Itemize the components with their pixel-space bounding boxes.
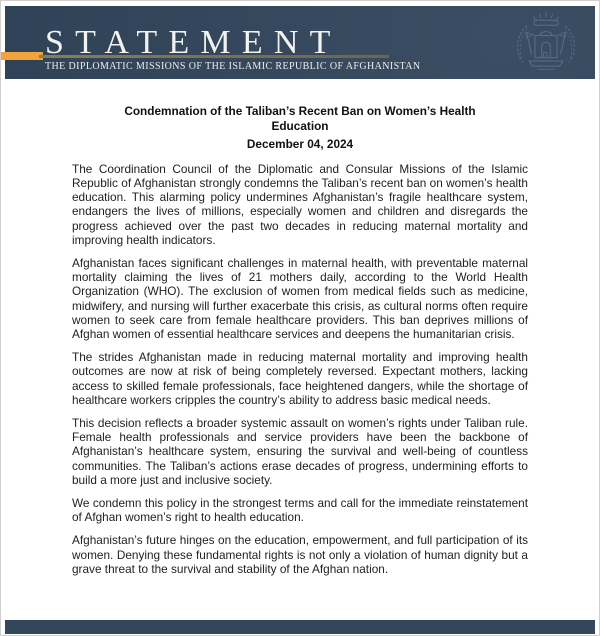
date-label: December 04, 2024 [246, 137, 354, 152]
banner [5, 6, 595, 79]
accent-bar [1, 52, 43, 60]
statement-paragraph: The strides Afghanistan made in reducing maternal mortality and improving health outcomes are now at risk of being completely reversed. Expectant mothers, lacking access to skilled female professionals, face heightened dangers, while the shortage of healthcare workers cripples the country’s ability to address basic medical needs. [72, 350, 528, 407]
statement-paragraph: This decision reflects a broader systemic assault on women’s rights under Taliban rule. Female health professionals and service providers have been the backbone of Afghanistan’s healthcare system, ensuring the survival and well-being of countless communities. The Taliban’s actions erase decades of progress, undermining efforts to build a more just and inclusive society. [72, 416, 528, 487]
statement-paragraph: Afghanistan faces significant challenges in maternal health, with preventable maternal mortality claiming the lives of 21 mothers daily, according to the World Health Organization (WHO). The exclusion of women from medical fields such as medicine, midwifery, and nursing will further exacerbate this crisis, as cultural norms often require women to seek care from female healthcare providers. This ban deprives millions of Afghan women of essential healthcare services and deepens the humanitarian crisis. [72, 256, 528, 342]
banner-subtitle: THE DIPLOMATIC MISSIONS OF THE ISLAMIC REPUBLIC OF AFGHANISTAN [45, 61, 421, 72]
footer-bar [5, 620, 595, 634]
afghanistan-emblem-icon [503, 10, 589, 78]
statement-paragraph: The Coordination Council of the Diplomatic and Consular Missions of the Islamic Republic of Afghanistan strongly condemns the Taliban’s recent ban on women’s health education. This alarming policy undermines Afghanistan’s fragile healthcare system, endangers the lives of millions, especially women and children and disregards the progress achieved over the past two decades in reducing maternal mortality and improving health indicators. [72, 161, 528, 247]
statement-paragraph: We condemn this policy in the strongest terms and call for the immediate reinstatement of Afghan women’s right to health education. [72, 496, 528, 525]
statement-wordmark: STATEMENT [45, 24, 342, 61]
statement-body [72, 79, 528, 615]
statement-paragraph: Afghanistan’s future hinges on the education, empowerment, and full participation of its women. Denying these fundamental rights is not only a violation of human dignity but a grave threat to the survival and stability of the Afghan nation. [72, 533, 528, 576]
page-title: Condemnation of the Taliban’s Recent Ban on Women’s Health Education [124, 104, 476, 133]
